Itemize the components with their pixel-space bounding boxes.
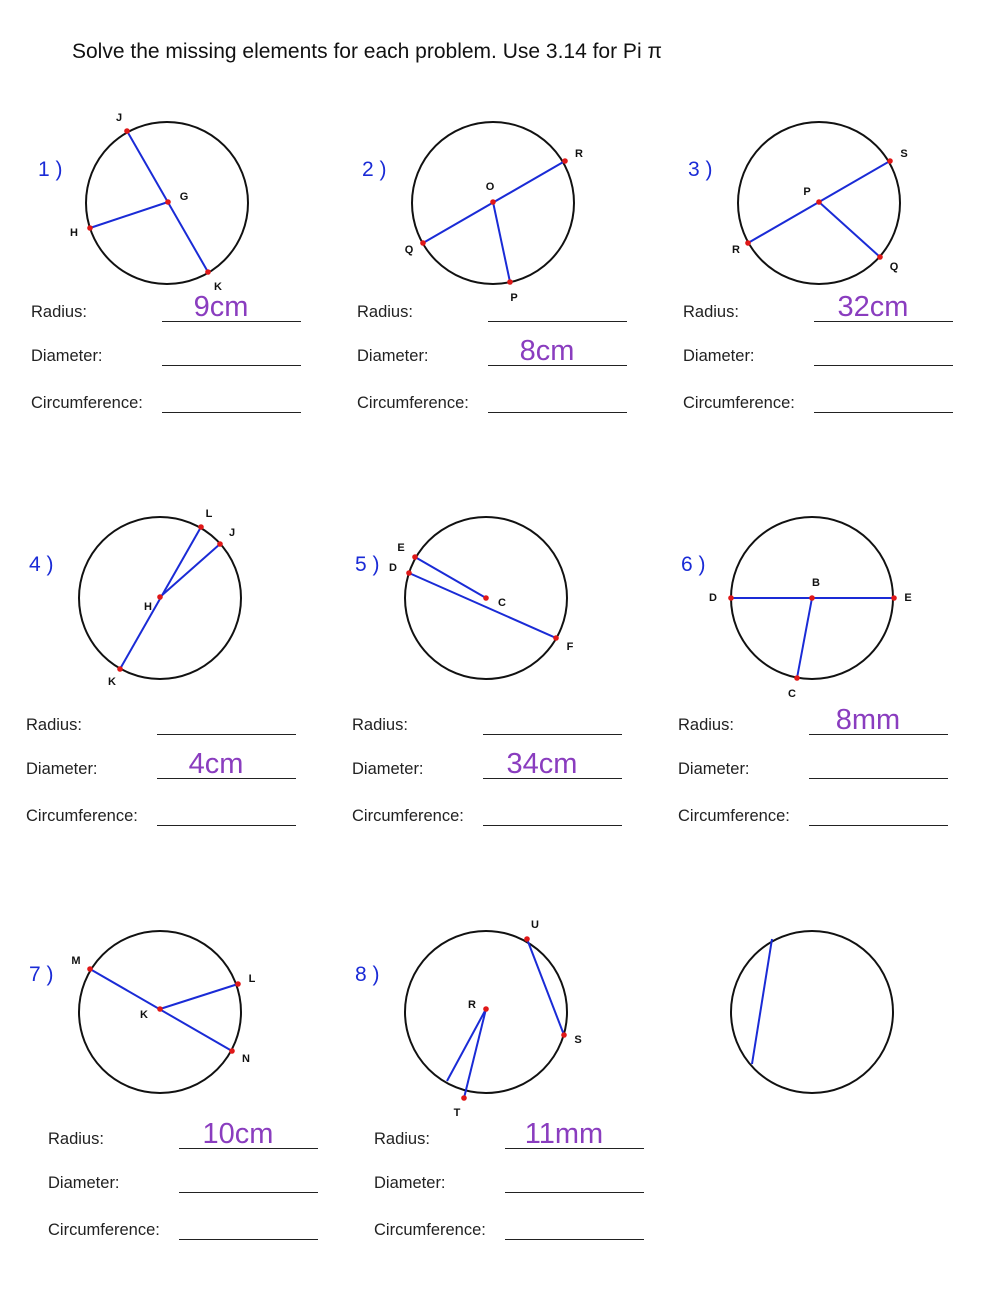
point-label-5-f: F [566, 641, 574, 653]
point-7-l [235, 981, 241, 987]
point-4-l [198, 524, 204, 530]
circumference-answer-line-2[interactable] [488, 412, 627, 413]
point-7-m [87, 966, 93, 972]
radius-answer-line-2[interactable] [488, 321, 627, 322]
point-label-4-l: L [205, 508, 213, 520]
point-label-3-r: R [732, 244, 740, 256]
point-2-p [507, 279, 513, 285]
point-label-6-d: D [709, 592, 717, 604]
point-label-1-j: J [115, 112, 123, 124]
point-5-c [483, 595, 489, 601]
circumference-label-5: Circumference: [352, 807, 464, 825]
point-label-2-o: O [485, 181, 495, 193]
problem-label-6: 6 ) [681, 553, 706, 576]
point-label-8-t: T [453, 1107, 461, 1119]
circumference-answer-line-6[interactable] [809, 825, 948, 826]
problem-label-1: 1 ) [38, 158, 63, 181]
point-label-3-s: S [900, 148, 908, 160]
point-7-n [229, 1048, 235, 1054]
circumference-label-6: Circumference: [678, 807, 790, 825]
point-label-8-u: U [531, 919, 539, 931]
diameter-answer-line-6[interactable] [809, 778, 948, 779]
circumference-label-1: Circumference: [31, 394, 143, 412]
point-label-4-h: H [144, 601, 152, 613]
circumference-answer-line-3[interactable] [814, 412, 953, 413]
point-7-k [157, 1006, 163, 1012]
diameter-answer-4: 4cm [188, 748, 244, 780]
point-label-3-q: Q [889, 261, 899, 273]
point-1-h [87, 225, 93, 231]
segment-3-2 [819, 202, 880, 257]
radius-label-2: Radius: [357, 303, 413, 321]
point-label-6-e: E [904, 592, 912, 604]
point-6-e [891, 595, 897, 601]
segment-8-3 [447, 1009, 486, 1081]
radius-label-8: Radius: [374, 1130, 430, 1148]
segment-9-1 [752, 939, 772, 1064]
diameter-answer-line-3[interactable] [814, 365, 953, 366]
point-1-k [205, 269, 211, 275]
point-8-s [561, 1032, 567, 1038]
point-5-f [553, 635, 559, 641]
point-1-j [124, 128, 130, 134]
point-6-c [794, 675, 800, 681]
point-6-d [728, 595, 734, 601]
segment-2-2 [493, 202, 510, 282]
diameter-label-3: Diameter: [683, 347, 755, 365]
problem-label-2: 2 ) [362, 158, 387, 181]
point-label-5-c: C [498, 597, 506, 609]
diameter-answer-line-7[interactable] [179, 1192, 318, 1193]
circumference-label-8: Circumference: [374, 1221, 486, 1239]
segment-7-2 [160, 984, 238, 1009]
circumference-label-7: Circumference: [48, 1221, 160, 1239]
problem-label-3: 3 ) [688, 158, 713, 181]
radius-answer-line-5[interactable] [483, 734, 622, 735]
diameter-label-8: Diameter: [374, 1174, 446, 1192]
radius-answer-line-4[interactable] [157, 734, 296, 735]
point-label-7-k: K [140, 1009, 148, 1021]
point-5-d [406, 570, 412, 576]
circumference-answer-line-4[interactable] [157, 825, 296, 826]
point-label-7-n: N [242, 1053, 250, 1065]
circumference-answer-line-5[interactable] [483, 825, 622, 826]
segment-8-1 [527, 939, 564, 1035]
point-label-2-r: R [575, 148, 583, 160]
point-3-r [745, 240, 751, 246]
point-label-4-k: K [108, 676, 116, 688]
problem-label-7: 7 ) [29, 963, 54, 986]
diameter-label-7: Diameter: [48, 1174, 120, 1192]
point-8-r [483, 1006, 489, 1012]
point-3-s [887, 158, 893, 164]
point-8-u [524, 936, 530, 942]
point-label-8-r: R [468, 999, 476, 1011]
point-label-7-l: L [248, 973, 256, 985]
radius-answer-1: 9cm [193, 291, 249, 323]
point-4-j [217, 541, 223, 547]
radius-answer-8: 11mm [524, 1118, 604, 1150]
point-3-q [877, 254, 883, 260]
diameter-label-5: Diameter: [352, 760, 424, 778]
radius-answer-7: 10cm [202, 1118, 274, 1150]
point-4-h [157, 594, 163, 600]
segment-1-2 [90, 202, 168, 228]
worksheet-title: Solve the missing elements for each problem. Use 3.14 for Pi π [72, 40, 662, 63]
radius-answer-6: 8mm [835, 704, 901, 736]
diameter-answer-5: 34cm [506, 748, 578, 780]
segment-5-2 [409, 573, 556, 638]
radius-label-7: Radius: [48, 1130, 104, 1148]
point-2-o [490, 199, 496, 205]
circumference-answer-line-7[interactable] [179, 1239, 318, 1240]
point-label-4-j: J [228, 527, 236, 539]
point-label-6-c: C [788, 688, 796, 700]
circle-9 [731, 931, 893, 1093]
point-8-t [461, 1095, 467, 1101]
point-label-1-h: H [70, 227, 78, 239]
circumference-label-2: Circumference: [357, 394, 469, 412]
circle-7 [79, 931, 241, 1093]
circumference-answer-line-1[interactable] [162, 412, 301, 413]
circumference-label-4: Circumference: [26, 807, 138, 825]
point-label-7-m: M [71, 955, 81, 967]
radius-label-4: Radius: [26, 716, 82, 734]
segment-8-2 [464, 1009, 486, 1098]
point-label-5-d: D [389, 562, 397, 574]
circumference-label-3: Circumference: [683, 394, 795, 412]
point-label-3-p: P [803, 186, 811, 198]
problem-label-8: 8 ) [355, 963, 380, 986]
point-label-6-b: B [812, 577, 820, 589]
radius-label-6: Radius: [678, 716, 734, 734]
point-label-2-q: Q [404, 244, 414, 256]
radius-label-5: Radius: [352, 716, 408, 734]
point-label-5-e: E [397, 542, 405, 554]
circumference-answer-line-8[interactable] [505, 1239, 644, 1240]
segment-6-2 [797, 598, 812, 678]
diameter-label-6: Diameter: [678, 760, 750, 778]
problem-label-4: 4 ) [29, 553, 54, 576]
problem-label-5: 5 ) [355, 553, 380, 576]
segment-4-2 [160, 544, 220, 597]
diameter-label-4: Diameter: [26, 760, 98, 778]
point-label-1-k: K [214, 281, 222, 293]
diameter-label-2: Diameter: [357, 347, 429, 365]
diameter-label-1: Diameter: [31, 347, 103, 365]
point-6-b [809, 595, 815, 601]
diameter-answer-line-1[interactable] [162, 365, 301, 366]
diameter-answer-line-8[interactable] [505, 1192, 644, 1193]
radius-answer-3: 32cm [837, 291, 909, 323]
point-label-1-g: G [179, 191, 189, 203]
diameter-answer-2: 8cm [519, 335, 575, 367]
radius-label-1: Radius: [31, 303, 87, 321]
point-2-q [420, 240, 426, 246]
point-label-2-p: P [510, 292, 518, 304]
point-1-g [165, 199, 171, 205]
radius-label-3: Radius: [683, 303, 739, 321]
point-5-e [412, 554, 418, 560]
point-3-p [816, 199, 822, 205]
point-label-8-s: S [574, 1034, 582, 1046]
point-2-r [562, 158, 568, 164]
point-4-k [117, 666, 123, 672]
